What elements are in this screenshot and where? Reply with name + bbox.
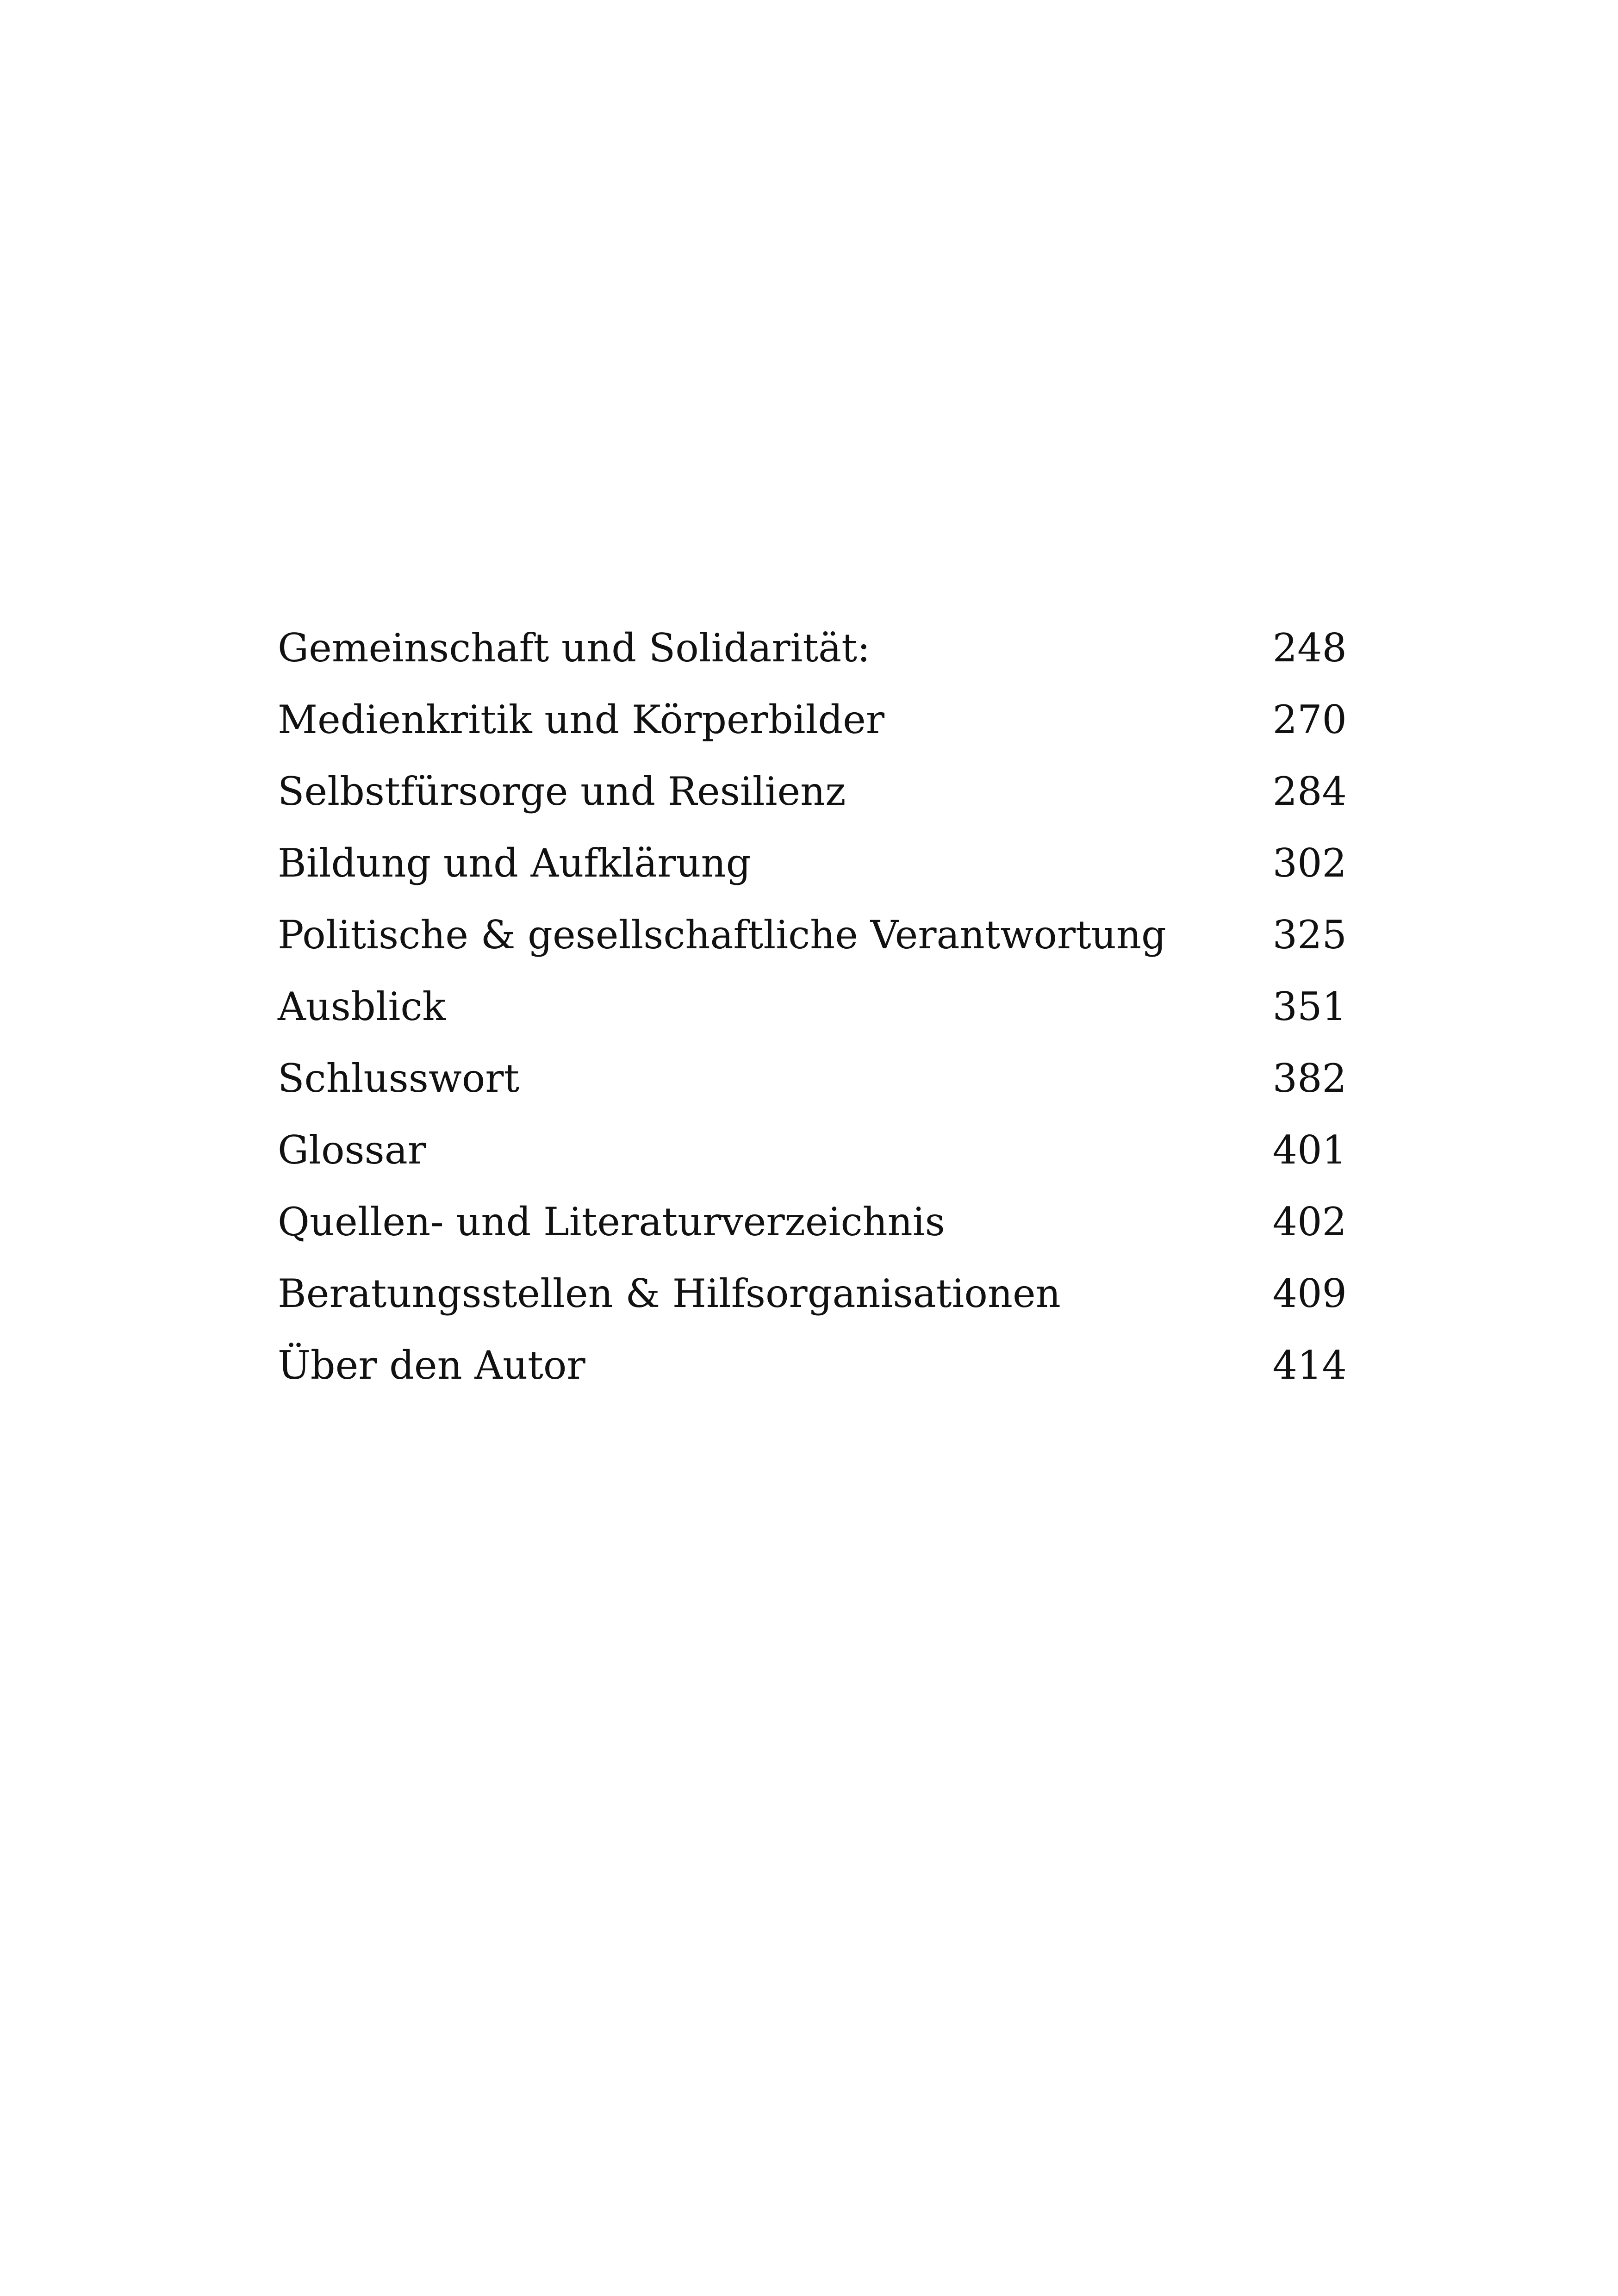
toc-entry-page: 325 bbox=[1272, 912, 1347, 958]
toc-entry bbox=[278, 1125, 1347, 1196]
toc-entry bbox=[278, 1268, 1347, 1340]
toc-entry-title: Über den Autor bbox=[278, 1343, 585, 1388]
toc-entry-title: Ausblick bbox=[278, 984, 446, 1029]
toc-entry bbox=[278, 909, 1347, 981]
toc-entry-title: Glossar bbox=[278, 1127, 426, 1173]
toc-entry bbox=[278, 1340, 1347, 1412]
toc-entry bbox=[278, 981, 1347, 1053]
toc-entry bbox=[278, 766, 1347, 838]
toc-entry-page: 248 bbox=[1272, 625, 1347, 671]
toc-entry-page: 382 bbox=[1272, 1056, 1347, 1101]
toc-entry-title: Quellen- und Literaturverzeichnis bbox=[278, 1199, 945, 1244]
toc-entry-title: Selbstfürsorge und Resilienz bbox=[278, 769, 846, 814]
toc-entry bbox=[278, 622, 1347, 694]
toc-entry-title: Beratungsstellen & Hilfsorganisationen bbox=[278, 1271, 1061, 1316]
toc-entry-title: Gemeinschaft und Solidarität: bbox=[278, 625, 871, 671]
toc-entry-title: Schlusswort bbox=[278, 1056, 520, 1101]
toc-entry-page: 409 bbox=[1272, 1271, 1347, 1316]
toc-entry-title: Bildung und Aufklärung bbox=[278, 840, 751, 886]
toc-entry-page: 284 bbox=[1272, 769, 1347, 814]
toc-entry-title: Politische & gesellschaftliche Verantwortung bbox=[278, 912, 1166, 958]
toc-entry-page: 414 bbox=[1272, 1343, 1347, 1388]
toc-entry bbox=[278, 838, 1347, 909]
toc-entry bbox=[278, 1053, 1347, 1125]
toc-entry-page: 270 bbox=[1272, 697, 1347, 742]
table-of-contents bbox=[278, 622, 1347, 1412]
toc-entry-page: 351 bbox=[1272, 984, 1347, 1029]
toc-entry-page: 401 bbox=[1272, 1127, 1347, 1173]
toc-entry bbox=[278, 1196, 1347, 1268]
toc-entry-page: 302 bbox=[1272, 840, 1347, 886]
toc-entry bbox=[278, 694, 1347, 766]
toc-entry-title: Medienkritik und Körperbilder bbox=[278, 697, 884, 742]
toc-entry-page: 402 bbox=[1272, 1199, 1347, 1244]
